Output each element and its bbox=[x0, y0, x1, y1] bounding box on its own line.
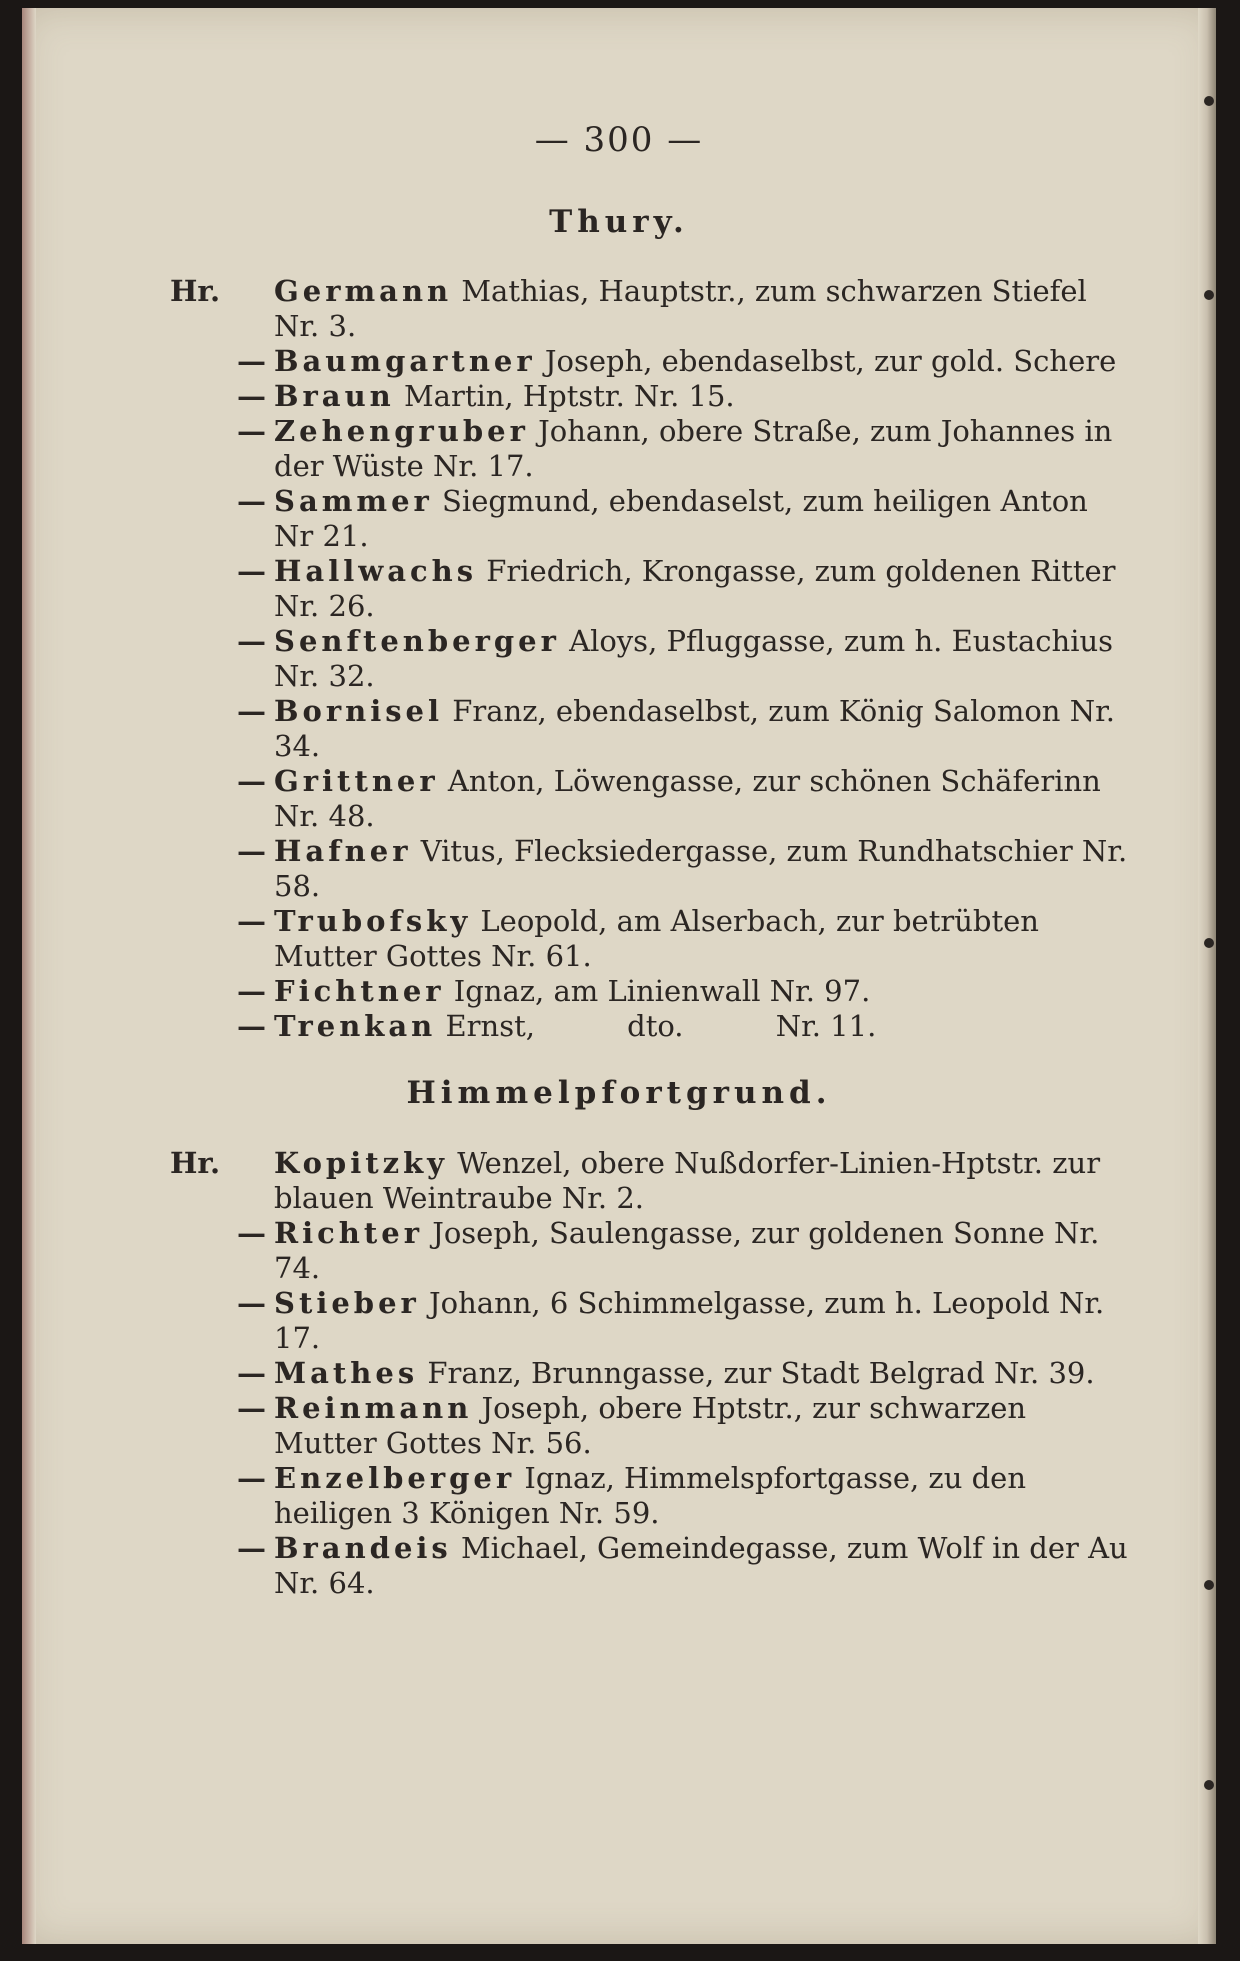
page-number: — 300 — bbox=[534, 120, 704, 160]
entry-details: Joseph, ebendaselbst, zur gold. Schere bbox=[535, 344, 1117, 378]
entry-lead: — bbox=[237, 1009, 266, 1043]
entry-details: Wenzel, obere Nußdorfer-Linien-Hptstr. zur blauen Weintraube Nr. 2. bbox=[274, 1146, 1110, 1215]
section-heading-thury: Thury. bbox=[549, 204, 689, 240]
entry-details: Joseph, Saulengasse, zur goldenen Sonne Nr. 74. bbox=[274, 1216, 1109, 1285]
list-item bbox=[170, 1391, 1130, 1461]
entry-lead: — bbox=[237, 624, 266, 658]
list-item bbox=[170, 414, 1130, 484]
entry-details: Aloys, Pfluggasse, zum h. Eustachius Nr. 32. bbox=[274, 624, 1123, 693]
entry-surname: Fichtner bbox=[274, 974, 445, 1008]
entry-surname: Kopitzky bbox=[274, 1146, 449, 1180]
entry-details: Joseph, obere Hptstr., zur schwarzen Mutter Gottes Nr. 56. bbox=[274, 1391, 1036, 1460]
page-text bbox=[22, 8, 1216, 1944]
entry-details: Michael, Gemeindegasse, zum Wolf in der Au Nr. 64. bbox=[274, 1531, 1137, 1600]
entry-surname: Mathes bbox=[274, 1356, 419, 1390]
list-item bbox=[170, 1286, 1130, 1356]
entry-surname: Enzelberger bbox=[274, 1461, 516, 1495]
entry-lead: Hr. bbox=[170, 274, 221, 308]
section-heading-himmelpfortgrund: Himmelpfortgrund. bbox=[406, 1075, 832, 1111]
entry-lead: — bbox=[237, 1216, 266, 1250]
entry-surname: Trenkan bbox=[274, 1009, 437, 1043]
entry-surname: Braun bbox=[274, 379, 395, 413]
entry-surname: Trubofsky bbox=[274, 904, 472, 938]
list-item bbox=[170, 1461, 1130, 1531]
entry-surname: Bornisel bbox=[274, 694, 444, 728]
list-item bbox=[170, 834, 1137, 904]
entry-surname: Sammer bbox=[274, 484, 433, 518]
list-item bbox=[170, 554, 1130, 624]
entry-lead: — bbox=[237, 344, 266, 378]
entry-details: Ignaz, am Linienwall Nr. 97. bbox=[444, 974, 871, 1008]
list-item bbox=[170, 484, 1130, 554]
entry-lead: — bbox=[237, 414, 266, 448]
entry-details: Johann, obere Straße, zum Johannes in der Wüste Nr. 17. bbox=[274, 414, 1122, 483]
entry-surname: Baumgartner bbox=[274, 344, 536, 378]
list-item bbox=[170, 1009, 1130, 1044]
entry-details: Johann, 6 Schimmelgasse, zum h. Leopold Nr. 17. bbox=[274, 1286, 1114, 1355]
entry-details: Vitus, Flecksiedergasse, zum Rundhatschier Nr. 58. bbox=[274, 834, 1137, 903]
entry-surname: Zehengruber bbox=[274, 414, 529, 448]
entry-lead: — bbox=[237, 904, 266, 938]
entry-details: Ignaz, Himmelspfortgasse, zu den heiligen 3 Königen Nr. 59. bbox=[274, 1461, 1036, 1530]
entry-details: Franz, Brunngasse, zur Stadt Belgrad Nr. 39. bbox=[418, 1356, 1095, 1390]
list-item bbox=[170, 974, 1130, 1009]
entry-surname: Germann bbox=[274, 274, 453, 308]
list-item bbox=[170, 344, 1130, 379]
entry-lead: — bbox=[237, 1286, 266, 1320]
entry-list-thury bbox=[170, 274, 1137, 1044]
entry-lead: — bbox=[237, 1531, 266, 1565]
entry-lead: — bbox=[237, 1461, 266, 1495]
entry-lead: — bbox=[237, 554, 266, 588]
entry-surname: Stieber bbox=[274, 1286, 420, 1320]
entry-lead: — bbox=[237, 764, 266, 798]
entry-surname: Richter bbox=[274, 1216, 423, 1250]
list-item bbox=[170, 904, 1130, 974]
entry-lead: — bbox=[237, 694, 266, 728]
entry-surname: Senftenberger bbox=[274, 624, 560, 658]
entry-lead: — bbox=[237, 484, 266, 518]
list-item bbox=[170, 624, 1130, 694]
book-page bbox=[22, 8, 1216, 1944]
entry-lead: — bbox=[237, 1356, 266, 1390]
entry-details: Ernst, dto. Nr. 11. bbox=[436, 1009, 877, 1043]
list-item bbox=[170, 1356, 1130, 1391]
entry-surname: Hallwachs bbox=[274, 554, 478, 588]
list-item bbox=[170, 764, 1130, 834]
entry-details: Leopold, am Alserbach, zur betrübten Mutter Gottes Nr. 61. bbox=[274, 904, 1049, 973]
entry-surname: Grittner bbox=[274, 764, 439, 798]
entry-details: Siegmund, ebendaselst, zum heiligen Anton Nr 21. bbox=[274, 484, 1098, 553]
list-item bbox=[170, 274, 1130, 344]
list-item bbox=[170, 379, 1130, 414]
entry-list-himmelpfortgrund bbox=[170, 1146, 1137, 1601]
entry-lead: — bbox=[237, 379, 266, 413]
entry-lead: — bbox=[237, 1391, 266, 1425]
entry-details: Franz, ebendaselbst, zum König Salomon Nr. 34. bbox=[274, 694, 1125, 763]
entry-surname: Reinmann bbox=[274, 1391, 473, 1425]
entry-details: Mathias, Hauptstr., zum schwarzen Stiefel Nr. 3. bbox=[274, 274, 1097, 343]
list-item bbox=[170, 1146, 1130, 1216]
entry-lead: — bbox=[237, 834, 266, 868]
entry-details: Anton, Löwengasse, zur schönen Schäferinn Nr. 48. bbox=[274, 764, 1111, 833]
entry-details: Friedrich, Krongasse, zum goldenen Ritter Nr. 26. bbox=[274, 554, 1125, 623]
entry-surname: Hafner bbox=[274, 834, 412, 868]
entry-lead: Hr. bbox=[170, 1146, 221, 1180]
entry-lead: — bbox=[237, 974, 266, 1008]
list-item bbox=[170, 694, 1130, 764]
entry-details: Martin, Hptstr. Nr. 15. bbox=[394, 379, 735, 413]
list-item bbox=[170, 1531, 1137, 1601]
list-item bbox=[170, 1216, 1130, 1286]
entry-surname: Brandeis bbox=[274, 1531, 452, 1565]
